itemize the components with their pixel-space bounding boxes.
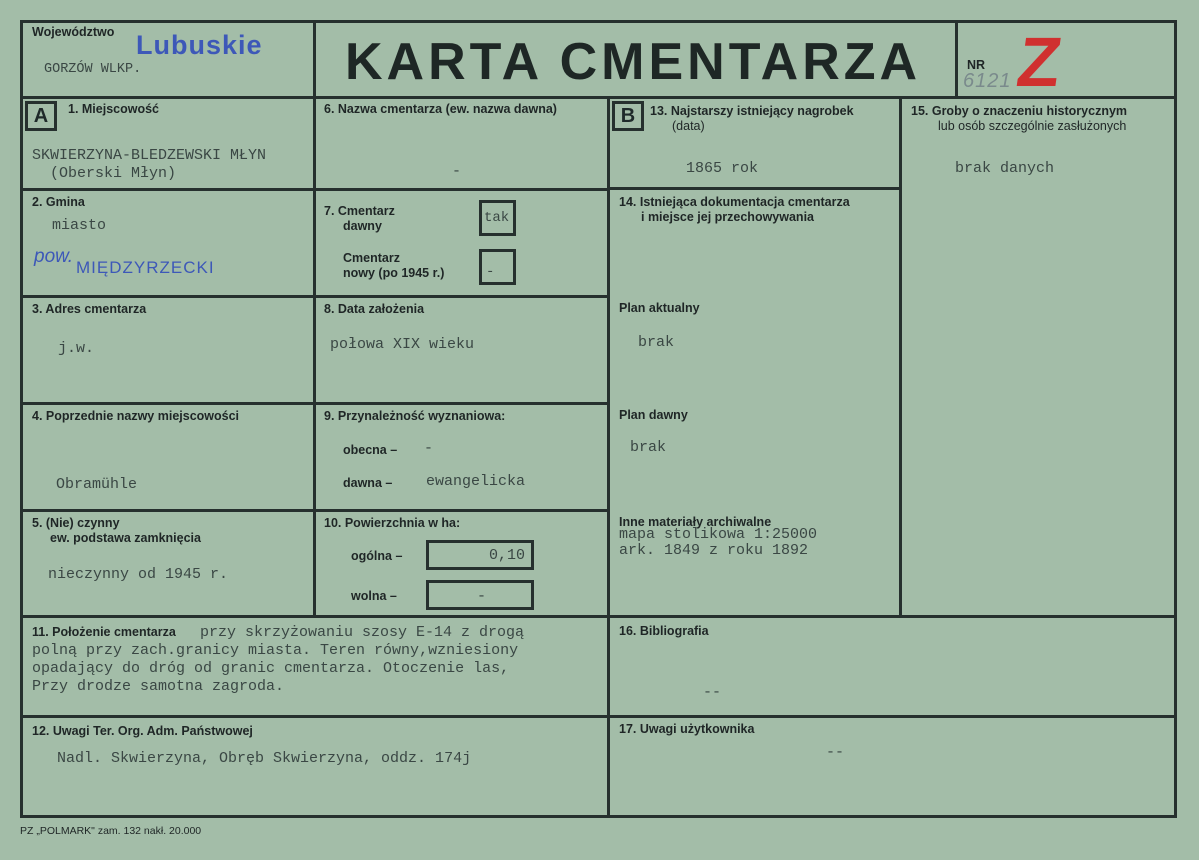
row-line xyxy=(20,295,315,298)
f8-label: 8. Data założenia xyxy=(324,302,425,316)
wojewodztwo-typed: GORZÓW WLKP. xyxy=(44,62,142,77)
f7-nowy-label1: Cmentarz xyxy=(343,251,400,265)
f1-value-line1: SKWIERZYNA-BLEDZEWSKI MŁYN xyxy=(32,147,267,164)
col-divider-2 xyxy=(607,96,610,818)
f15-value: brak danych xyxy=(955,160,1055,177)
f2-value: miasto xyxy=(52,217,107,234)
row-line xyxy=(313,295,609,298)
row-line xyxy=(20,509,315,512)
f7-nowy-value: - xyxy=(486,264,495,280)
header-divider xyxy=(20,96,1177,99)
f10-ogolna-value: 0,10 xyxy=(488,547,525,564)
frame-left xyxy=(20,20,23,818)
f9-label: 9. Przynależność wyznaniowa: xyxy=(324,409,506,423)
f3-value: j.w. xyxy=(58,340,95,357)
f14-label-line1: 14. Istniejąca dokumentacja cmentarza xyxy=(619,195,850,209)
f4-value: Obramühle xyxy=(56,476,138,493)
f16-label: 16. Bibliografia xyxy=(619,624,709,638)
f6-label: 6. Nazwa cmentarza (ew. nazwa dawna) xyxy=(324,102,557,116)
nr-divider xyxy=(955,20,958,98)
frame-top xyxy=(20,20,1177,23)
row-line xyxy=(607,187,901,190)
f7-nowy-label2: nowy (po 1945 r.) xyxy=(343,266,445,280)
row-line xyxy=(313,402,609,405)
f14-plan-dawny-label: Plan dawny xyxy=(619,408,688,422)
f4-label: 4. Poprzednie nazwy miejscowości xyxy=(32,409,240,423)
f1-label: 1. Miejscowość xyxy=(68,102,160,116)
f13-value: 1865 rok xyxy=(686,160,759,177)
f7-dawny-value: tak xyxy=(484,210,510,226)
f11-line3: opadający do dróg od granic cmentarza. Otoczenie las, xyxy=(32,660,510,677)
row-line xyxy=(20,402,315,405)
f14-inne-line1: mapa stolikowa 1:25000 xyxy=(619,526,818,543)
row-line xyxy=(313,509,609,512)
wojewodztwo-stamp: Lubuskie xyxy=(136,30,263,60)
f11-label: 11. Położenie cmentarza xyxy=(32,625,176,639)
nr-handwritten: 6121 xyxy=(963,70,1012,92)
f10-wolna-label: wolna – xyxy=(351,589,397,603)
f11-line1: przy skrzyżowaniu szosy E-14 z drogą xyxy=(200,624,525,641)
f11-line4: Przy drodze samotna zagroda. xyxy=(32,678,285,695)
f17-label: 17. Uwagi użytkownika xyxy=(619,722,755,736)
col-divider-3 xyxy=(899,96,902,618)
f10-label: 10. Powierzchnia w ha: xyxy=(324,516,461,530)
row-line xyxy=(20,188,315,191)
f15-label-line1: 15. Groby o znaczeniu historycznym xyxy=(911,104,1128,118)
f5-label-line2: ew. podstawa zamknięcia xyxy=(50,531,201,545)
section-b-letter: B xyxy=(612,101,644,131)
f16-value: -- xyxy=(703,684,722,701)
f17-value: -- xyxy=(826,744,845,761)
f3-label: 3. Adres cmentarza xyxy=(32,302,147,316)
f6-value: - xyxy=(452,163,462,180)
f9-obecna-label: obecna – xyxy=(343,443,398,457)
row-line xyxy=(20,615,1177,618)
row-line xyxy=(20,715,1177,718)
f10-ogolna-label: ogólna – xyxy=(351,549,403,563)
row-line xyxy=(313,188,609,191)
nr-label: NR xyxy=(967,58,986,72)
f13-label-line1: 13. Najstarszy istniejący nagrobek xyxy=(650,104,854,118)
f7-nowy-box xyxy=(479,249,516,285)
f12-value: Nadl. Skwierzyna, Obręb Skwierzyna, oddz. 174j xyxy=(57,750,472,767)
f5-value: nieczynny od 1945 r. xyxy=(48,566,229,583)
f15-label-line2: lub osób szczególnie zasłużonych xyxy=(938,119,1127,133)
f2-pow-label: pow. xyxy=(34,246,74,267)
f14-inne-label: Inne materiały archiwalne xyxy=(619,515,772,529)
f7-dawny-box xyxy=(479,200,516,236)
red-mark: Z xyxy=(1012,23,1067,101)
f10-wolna-box xyxy=(426,580,534,610)
f14-plan-aktualny-label: Plan aktualny xyxy=(619,301,700,315)
f11-line2: polną przy zach.granicy miasta. Teren równy,wzniesiony xyxy=(32,642,519,659)
f10-ogolna-box xyxy=(426,540,534,570)
f14-label-line2: i miejsce jej przechowywania xyxy=(641,210,814,224)
f7-dawny-label1: 7. Cmentarz xyxy=(324,204,395,218)
col-divider-1 xyxy=(313,20,316,618)
f10-wolna-value: - xyxy=(477,588,487,605)
f13-label-line2: (data) xyxy=(672,119,705,133)
frame-right xyxy=(1174,20,1177,818)
f2-label: 2. Gmina xyxy=(32,195,85,209)
f9-dawna-value: ewangelicka xyxy=(426,473,526,490)
printer-imprint: PZ „POLMARK" zam. 132 nakł. 20.000 xyxy=(20,825,202,837)
f14-inne-line2: ark. 1849 z roku 1892 xyxy=(619,542,809,559)
f14-plan-dawny-value: brak xyxy=(630,439,667,456)
f5-label-line1: 5. (Nie) czynny xyxy=(32,516,120,530)
f9-obecna-value: - xyxy=(424,440,434,457)
f1-value-line2: (Oberski Młyn) xyxy=(50,165,177,182)
card-title: KARTA CMENTARZA xyxy=(345,33,922,91)
f8-value: połowa XIX wieku xyxy=(330,336,475,353)
f14-plan-aktualny-value: brak xyxy=(638,334,675,351)
f7-dawny-label2: dawny xyxy=(343,219,382,233)
f9-dawna-label: dawna – xyxy=(343,476,393,490)
section-a-letter: A xyxy=(25,101,57,131)
f2-pow-value: MIĘDZYRZECKI xyxy=(76,258,215,277)
frame-bottom xyxy=(20,815,1177,818)
f12-label: 12. Uwagi Ter. Org. Adm. Państwowej xyxy=(32,724,253,738)
wojewodztwo-label: Województwo xyxy=(32,25,115,39)
